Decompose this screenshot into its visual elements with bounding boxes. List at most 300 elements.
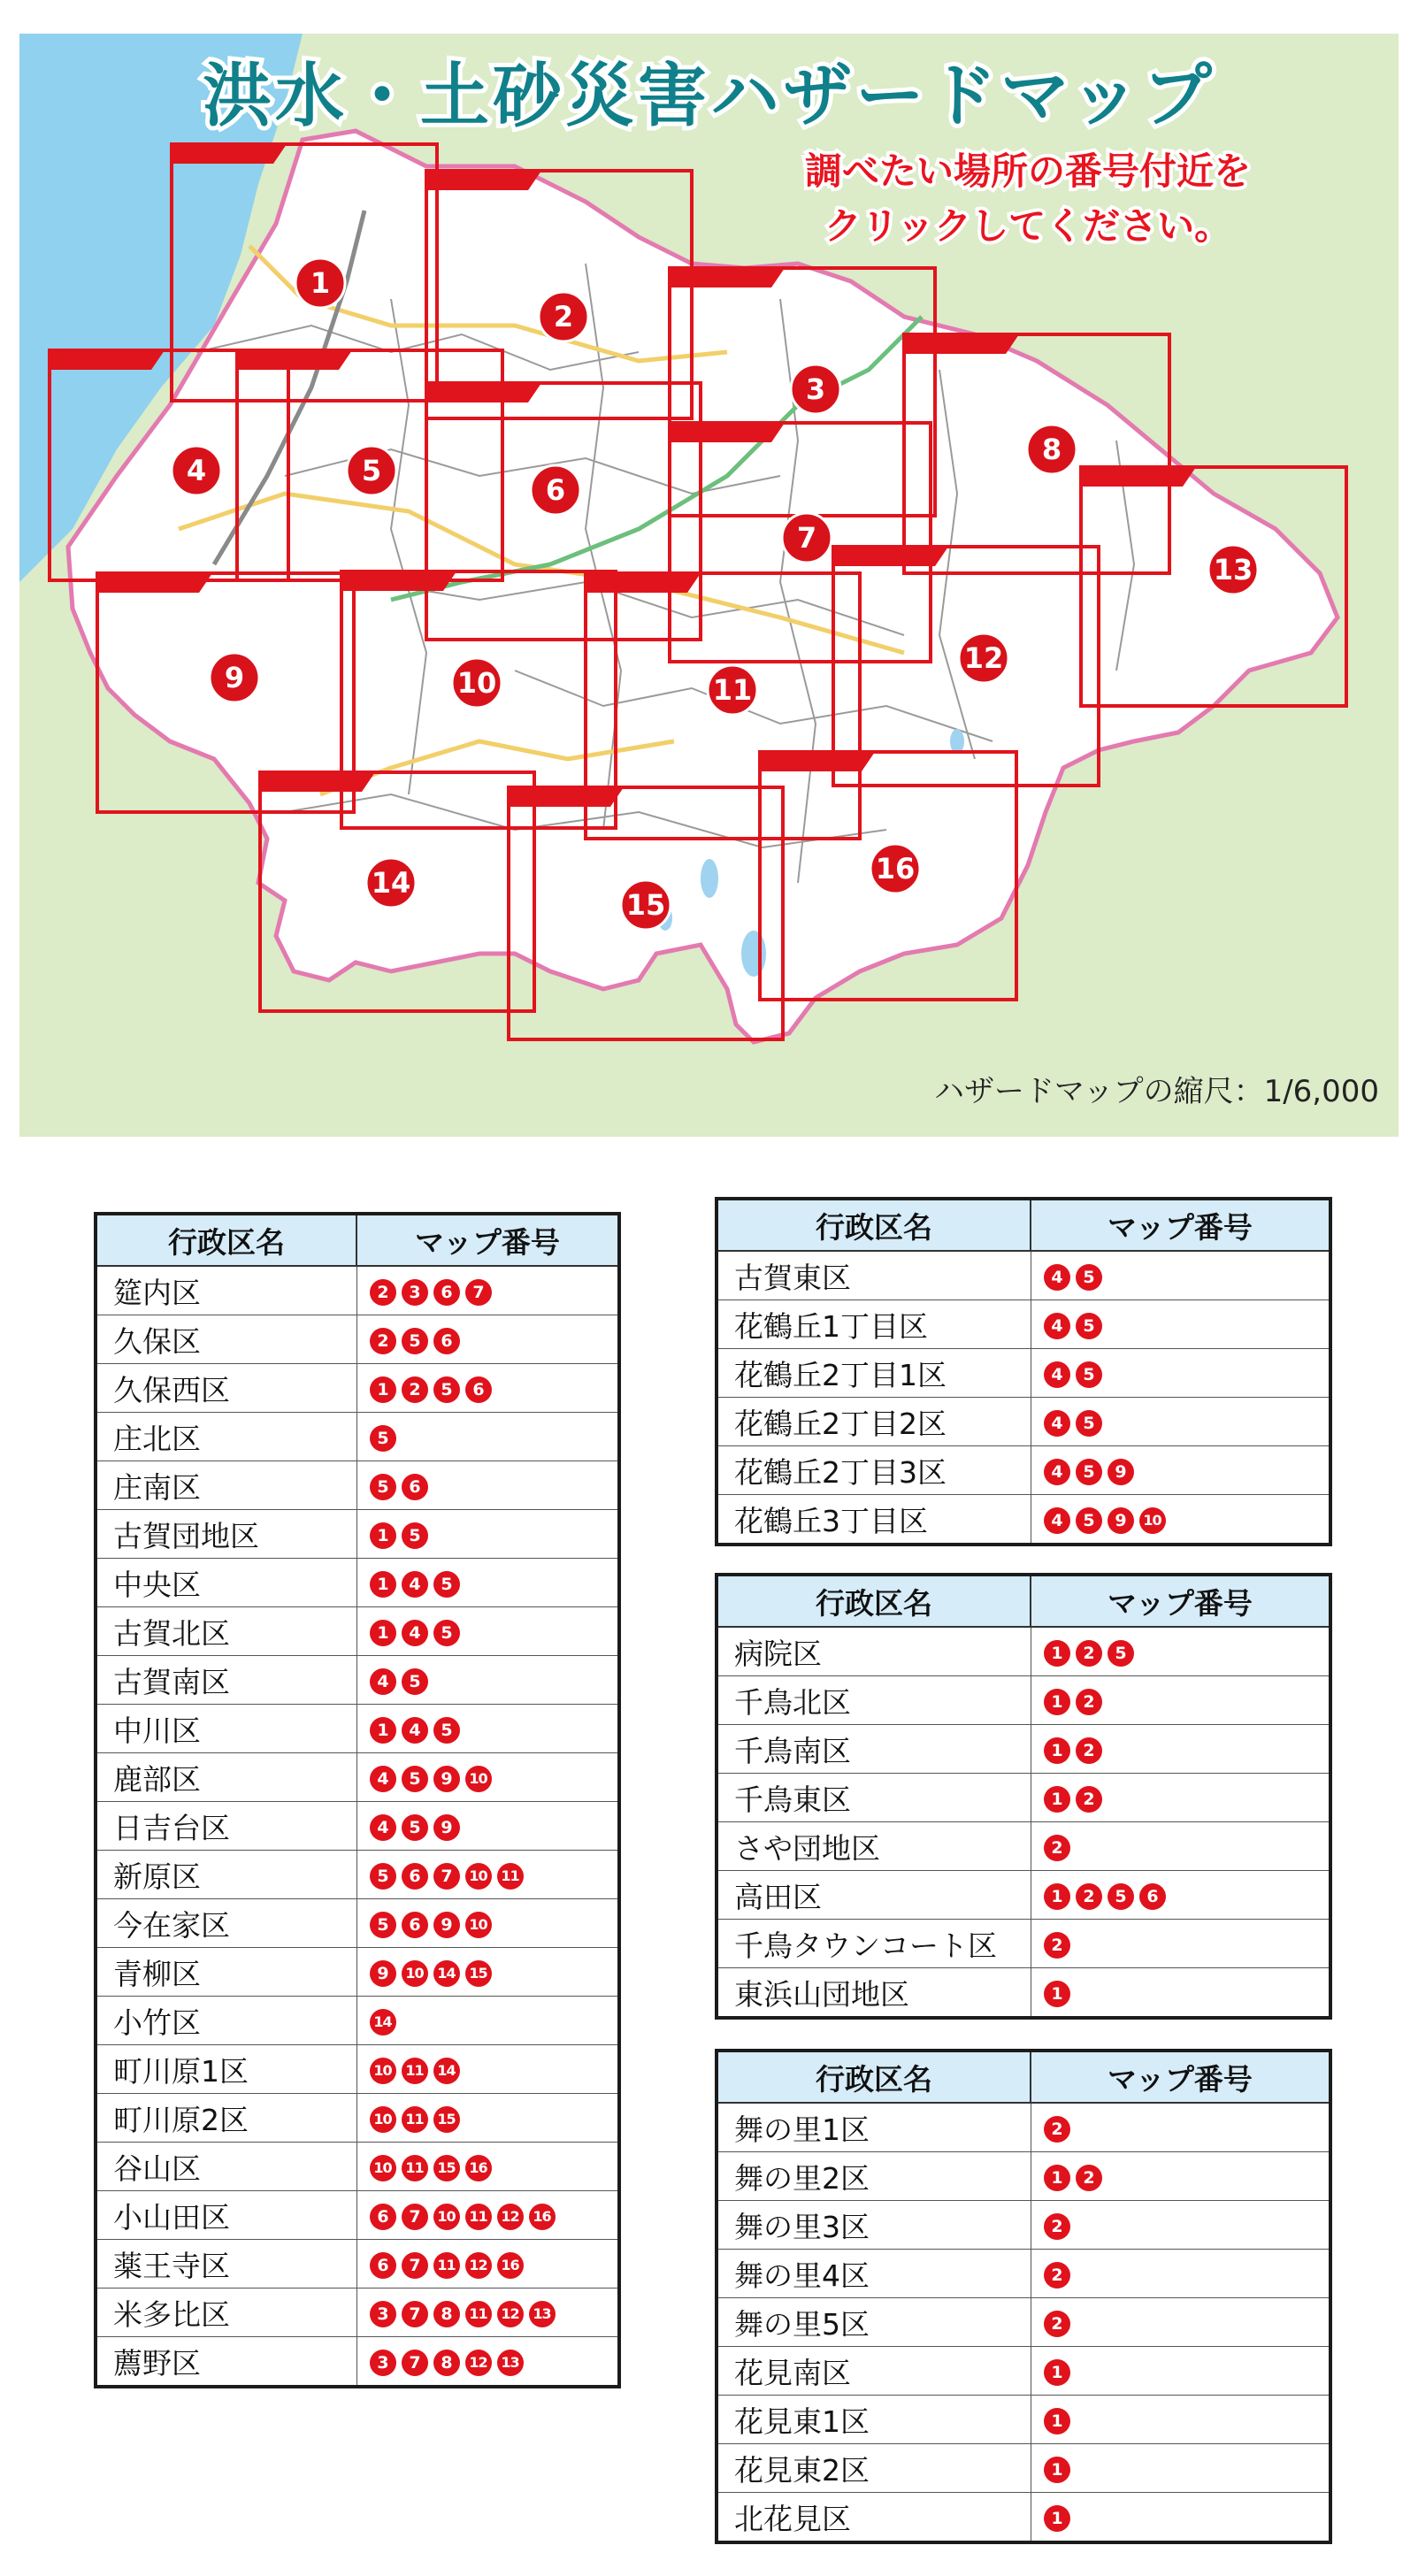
district-name: 病院区 xyxy=(717,1627,1031,1676)
map-number-badge[interactable]: 5 xyxy=(433,1376,460,1403)
district-name: 青柳区 xyxy=(96,1948,356,1997)
district-name: 古賀南区 xyxy=(96,1656,356,1705)
map-number-badge[interactable]: 6 xyxy=(402,1912,428,1938)
district-header: 行政区名 xyxy=(717,2051,1031,2103)
map-number-badge[interactable]: 3 xyxy=(370,2301,396,2327)
map-numbers xyxy=(1031,2444,1330,2493)
map-number-badge[interactable]: 5 xyxy=(402,1814,428,1841)
map-number-badge[interactable]: 9 xyxy=(433,1912,460,1938)
table-row xyxy=(717,2493,1330,2543)
district-name: 小竹区 xyxy=(96,1997,356,2045)
map-zone-tab-16 xyxy=(760,752,875,771)
map-zone-badge-6[interactable] xyxy=(531,465,580,515)
map-zone-number-3: 3 xyxy=(805,372,826,406)
map-number-badge[interactable]: 5 xyxy=(1108,1640,1134,1667)
map-numbers xyxy=(1031,2152,1330,2201)
map-numbers xyxy=(356,1851,619,1899)
map-number-badge[interactable]: 6 xyxy=(402,1863,428,1890)
map-numbers xyxy=(356,1461,619,1510)
map-zone-badge-13[interactable] xyxy=(1208,545,1258,594)
district-name: 鹿部区 xyxy=(96,1753,356,1802)
map-number-badge[interactable]: 5 xyxy=(1076,1410,1102,1437)
table-row xyxy=(717,1968,1330,2019)
map-number-badge[interactable]: 11 xyxy=(402,2155,428,2181)
map-zone-number-12: 12 xyxy=(963,641,1004,675)
map-number-badge[interactable]: 11 xyxy=(402,2106,428,2133)
map-numbers xyxy=(356,1315,619,1364)
map-number-badge[interactable]: 1 xyxy=(1044,2165,1070,2191)
map-number-badge[interactable]: 4 xyxy=(370,1766,396,1792)
map-number-badge[interactable]: 4 xyxy=(1044,1313,1070,1339)
map-number-badge[interactable]: 2 xyxy=(370,1279,396,1306)
maps-header: マップ番号 xyxy=(1031,1575,1330,1627)
instruction-line-2: クリックしてください。 xyxy=(824,204,1232,248)
map-zone-number-4: 4 xyxy=(186,454,207,487)
district-name: 花見東2区 xyxy=(717,2444,1031,2493)
map-number-badge[interactable]: 5 xyxy=(370,1912,396,1938)
map-number-badge[interactable]: 10 xyxy=(465,1912,492,1938)
map-number-badge[interactable]: 5 xyxy=(433,1717,460,1744)
map-number-badge[interactable]: 12 xyxy=(497,2204,524,2230)
table-row xyxy=(96,1899,619,1948)
district-name: 花見東1区 xyxy=(717,2396,1031,2444)
table-header-row xyxy=(96,1214,619,1266)
map-number-badge[interactable]: 5 xyxy=(433,1620,460,1646)
table-row xyxy=(717,2396,1330,2444)
table-row xyxy=(717,1300,1330,1349)
map-number-badge[interactable]: 15 xyxy=(433,2106,460,2133)
map-number-badge[interactable]: 7 xyxy=(402,2350,428,2376)
map-number-badge[interactable]: 13 xyxy=(497,2350,524,2376)
table-row xyxy=(96,1705,619,1753)
map-number-badge[interactable]: 4 xyxy=(402,1717,428,1744)
district-table-2 xyxy=(715,1197,1332,1546)
district-name: 千鳥タウンコート区 xyxy=(717,1920,1031,1968)
table-row xyxy=(717,1398,1330,1446)
map-number-badge[interactable]: 2 xyxy=(1044,2213,1070,2240)
map-number-badge[interactable]: 11 xyxy=(465,2204,492,2230)
map-number-badge[interactable]: 13 xyxy=(529,2301,556,2327)
district-name: 東浜山団地区 xyxy=(717,1968,1031,2019)
map-number-badge[interactable]: 11 xyxy=(402,2058,428,2084)
map-number-badge[interactable]: 1 xyxy=(1044,1883,1070,1910)
table-row xyxy=(96,2143,619,2191)
map-zone-badge-12[interactable] xyxy=(959,633,1008,683)
table-row xyxy=(96,1413,619,1461)
map-number-badge[interactable]: 2 xyxy=(1076,1883,1102,1910)
map-numbers xyxy=(356,2045,619,2094)
map-number-badge[interactable]: 3 xyxy=(402,1279,428,1306)
map-number-badge[interactable]: 2 xyxy=(1044,1835,1070,1861)
district-name: 新原区 xyxy=(96,1851,356,1899)
map-number-badge[interactable]: 1 xyxy=(1044,2505,1070,2532)
instruction-line-1: 調べたい場所の番号付近を xyxy=(804,150,1251,193)
district-name: 町川原1区 xyxy=(96,2045,356,2094)
map-zone-tab-13 xyxy=(1081,467,1196,487)
table-header-row xyxy=(717,1199,1330,1251)
table-row xyxy=(717,1495,1330,1545)
district-name: 舞の里2区 xyxy=(717,2152,1031,2201)
map-number-badge[interactable]: 2 xyxy=(1076,1640,1102,1667)
table-row xyxy=(96,1997,619,2045)
map-zone-tab-8 xyxy=(904,334,1019,354)
map-number-badge[interactable]: 1 xyxy=(370,1376,396,1403)
district-name: 日吉台区 xyxy=(96,1802,356,1851)
map-zone-number-16: 16 xyxy=(875,852,916,886)
map-number-badge[interactable]: 6 xyxy=(370,2204,396,2230)
map-number-badge[interactable]: 5 xyxy=(433,1571,460,1598)
map-instruction xyxy=(745,144,1311,254)
map-zone-16[interactable] xyxy=(760,752,1016,1000)
map-numbers xyxy=(1031,2347,1330,2396)
map-numbers xyxy=(1031,1398,1330,1446)
district-name: 庄北区 xyxy=(96,1413,356,1461)
map-numbers xyxy=(1031,2396,1330,2444)
district-name: さや団地区 xyxy=(717,1822,1031,1871)
map-number-badge[interactable]: 11 xyxy=(465,2301,492,2327)
map-zone-tab-7 xyxy=(670,423,785,442)
map-number-badge[interactable]: 2 xyxy=(1044,2116,1070,2143)
map-number-badge[interactable]: 5 xyxy=(1076,1264,1102,1291)
map-zone-tab-14 xyxy=(260,772,375,792)
map-number-badge[interactable]: 10 xyxy=(370,2058,396,2084)
table-row xyxy=(96,1461,619,1510)
map-numbers xyxy=(1031,1774,1330,1822)
map-number-badge[interactable]: 11 xyxy=(433,2252,460,2279)
table-row xyxy=(717,2152,1330,2201)
map-number-badge[interactable]: 4 xyxy=(1044,1507,1070,1534)
map-number-badge[interactable]: 5 xyxy=(1076,1313,1102,1339)
map-number-badge[interactable]: 6 xyxy=(402,1474,428,1500)
map-zone-badge-9[interactable] xyxy=(210,653,259,702)
map-zone-badge-8[interactable] xyxy=(1027,425,1077,474)
map-number-badge[interactable]: 6 xyxy=(1139,1883,1166,1910)
map-zone-number-2: 2 xyxy=(553,300,574,334)
map-number-badge[interactable]: 5 xyxy=(370,1474,396,1500)
map-number-badge[interactable]: 10 xyxy=(370,2155,396,2181)
map-numbers xyxy=(356,1559,619,1607)
map-zone-badge-2[interactable] xyxy=(539,292,588,341)
map-number-badge[interactable]: 5 xyxy=(370,1425,396,1452)
table-row xyxy=(96,1802,619,1851)
map-zone-badge-7[interactable] xyxy=(782,513,832,563)
district-name: 中川区 xyxy=(96,1705,356,1753)
district-header: 行政区名 xyxy=(96,1214,356,1266)
map-numbers xyxy=(1031,1871,1330,1920)
map-zone-tab-9 xyxy=(97,573,212,593)
map-number-badge[interactable]: 16 xyxy=(529,2204,556,2230)
map-numbers xyxy=(1031,1300,1330,1349)
map-number-badge[interactable]: 4 xyxy=(370,1668,396,1695)
maps-header: マップ番号 xyxy=(356,1214,619,1266)
map-zone-tab-1 xyxy=(172,144,287,164)
map-zone-number-9: 9 xyxy=(224,661,245,694)
table-row xyxy=(96,2191,619,2240)
map-number-badge[interactable]: 1 xyxy=(370,1571,396,1598)
map-numbers xyxy=(1031,2298,1330,2347)
map-number-badge[interactable]: 7 xyxy=(465,1279,492,1306)
map-number-badge[interactable]: 5 xyxy=(1108,1883,1134,1910)
map-number-badge[interactable]: 6 xyxy=(433,1328,460,1354)
map-number-badge[interactable]: 5 xyxy=(370,1863,396,1890)
map-number-badge[interactable]: 4 xyxy=(1044,1264,1070,1291)
map-number-badge[interactable]: 6 xyxy=(433,1279,460,1306)
map-number-badge[interactable]: 5 xyxy=(1076,1459,1102,1485)
map-numbers xyxy=(1031,1676,1330,1725)
map-numbers xyxy=(356,2094,619,2143)
map-zone-badge-3[interactable] xyxy=(791,364,840,414)
map-numbers xyxy=(1031,1495,1330,1545)
table-row xyxy=(96,1510,619,1559)
map-number-badge[interactable]: 16 xyxy=(465,2155,492,2181)
district-name: 舞の里3区 xyxy=(717,2201,1031,2250)
map-number-badge[interactable]: 10 xyxy=(370,2106,396,2133)
district-header: 行政区名 xyxy=(717,1199,1031,1251)
district-name: 舞の里4区 xyxy=(717,2250,1031,2298)
map-numbers xyxy=(356,1364,619,1413)
map-number-badge[interactable]: 2 xyxy=(1076,1689,1102,1715)
table-row xyxy=(96,2337,619,2388)
map-number-badge[interactable]: 2 xyxy=(1076,1737,1102,1764)
table-row xyxy=(96,1656,619,1705)
district-name: 千鳥北区 xyxy=(717,1676,1031,1725)
map-zone-badge-5[interactable] xyxy=(347,446,396,495)
map-zone-number-7: 7 xyxy=(796,521,817,555)
table-row xyxy=(717,1774,1330,1822)
table-row xyxy=(717,2250,1330,2298)
map-number-badge[interactable]: 3 xyxy=(370,2350,396,2376)
district-name: 小山田区 xyxy=(96,2191,356,2240)
map-number-badge[interactable]: 9 xyxy=(433,1814,460,1841)
table-row xyxy=(96,1851,619,1899)
map-numbers xyxy=(356,1802,619,1851)
map-numbers xyxy=(1031,1968,1330,2019)
map-zone-number-8: 8 xyxy=(1041,433,1062,466)
map-number-badge[interactable]: 10 xyxy=(465,1766,492,1792)
map-number-badge[interactable]: 14 xyxy=(433,2058,460,2084)
map-number-badge[interactable]: 1 xyxy=(1044,1640,1070,1667)
map-number-badge[interactable]: 9 xyxy=(370,1960,396,1987)
map-number-badge[interactable]: 6 xyxy=(465,1376,492,1403)
map-zone-14[interactable] xyxy=(260,772,534,1011)
table-row xyxy=(96,1607,619,1656)
map-numbers xyxy=(356,1413,619,1461)
map-number-badge[interactable]: 7 xyxy=(402,2301,428,2327)
map-number-badge[interactable]: 1 xyxy=(1044,1981,1070,2007)
district-name: 庄南区 xyxy=(96,1461,356,1510)
map-number-badge[interactable]: 1 xyxy=(1044,1786,1070,1813)
map-zone-13[interactable] xyxy=(1081,467,1346,706)
map-numbers xyxy=(1031,2250,1330,2298)
map-number-badge[interactable]: 7 xyxy=(402,2252,428,2279)
table-row xyxy=(96,2045,619,2094)
map-number-badge[interactable]: 12 xyxy=(465,2350,492,2376)
table-row xyxy=(717,2444,1330,2493)
map-numbers xyxy=(356,1753,619,1802)
district-name: 舞の里1区 xyxy=(717,2103,1031,2152)
map-numbers xyxy=(1031,1251,1330,1300)
district-table-1 xyxy=(94,1212,621,2388)
district-name: 千鳥南区 xyxy=(717,1725,1031,1774)
table-row xyxy=(96,1948,619,1997)
map-number-badge[interactable]: 10 xyxy=(433,2204,460,2230)
map-zone-15[interactable] xyxy=(509,787,783,1039)
map-numbers xyxy=(1031,2201,1330,2250)
map-number-badge[interactable]: 7 xyxy=(433,1863,460,1890)
district-name: 古賀団地区 xyxy=(96,1510,356,1559)
map-number-badge[interactable]: 5 xyxy=(402,1668,428,1695)
map-numbers xyxy=(356,2288,619,2337)
hazard-map-panel xyxy=(19,34,1399,1137)
map-zone-tab-15 xyxy=(509,787,624,807)
map-number-badge[interactable]: 5 xyxy=(1076,1361,1102,1388)
map-number-badge[interactable]: 1 xyxy=(1044,1737,1070,1764)
map-numbers xyxy=(356,1997,619,2045)
table-row xyxy=(96,1266,619,1315)
map-zone-badge-15[interactable] xyxy=(621,880,671,930)
map-number-badge[interactable]: 8 xyxy=(433,2350,460,2376)
map-numbers xyxy=(1031,2103,1330,2152)
map-number-badge[interactable]: 4 xyxy=(402,1620,428,1646)
map-numbers xyxy=(356,2191,619,2240)
map-number-badge[interactable]: 16 xyxy=(497,2252,524,2279)
map-zone-badge-16[interactable] xyxy=(870,844,920,893)
map-zone-badge-10[interactable] xyxy=(452,658,502,708)
map-number-badge[interactable]: 2 xyxy=(1044,2262,1070,2288)
map-zone-badge-14[interactable] xyxy=(366,858,416,908)
district-table-4 xyxy=(715,2049,1332,2544)
map-number-badge[interactable]: 4 xyxy=(370,1814,396,1841)
map-number-badge[interactable]: 10 xyxy=(465,1863,492,1890)
map-numbers xyxy=(356,1266,619,1315)
district-name: 花鶴丘2丁目3区 xyxy=(717,1446,1031,1495)
map-number-badge[interactable]: 14 xyxy=(370,2009,396,2036)
map-number-badge[interactable]: 2 xyxy=(1044,1932,1070,1959)
map-zone-12[interactable] xyxy=(833,547,1099,786)
map-number-badge[interactable]: 5 xyxy=(402,1522,428,1549)
map-number-badge[interactable]: 1 xyxy=(370,1620,396,1646)
map-number-badge[interactable]: 5 xyxy=(402,1328,428,1354)
map-number-badge[interactable]: 12 xyxy=(465,2252,492,2279)
map-number-badge[interactable]: 9 xyxy=(1108,1507,1134,1534)
map-numbers xyxy=(356,1656,619,1705)
district-name: 花鶴丘3丁目区 xyxy=(717,1495,1031,1545)
map-number-badge[interactable]: 7 xyxy=(402,2204,428,2230)
map-number-badge[interactable]: 4 xyxy=(402,1571,428,1598)
district-name: 花鶴丘2丁目2区 xyxy=(717,1398,1031,1446)
map-zone-tab-2 xyxy=(426,171,541,190)
map-number-badge[interactable]: 2 xyxy=(1044,2311,1070,2337)
map-number-badge[interactable]: 10 xyxy=(402,1960,428,1987)
map-zone-tab-6 xyxy=(426,383,541,402)
map-number-badge[interactable]: 1 xyxy=(1044,2359,1070,2386)
table-row xyxy=(717,2103,1330,2152)
map-number-badge[interactable]: 15 xyxy=(465,1960,492,1987)
map-zone-badge-1[interactable] xyxy=(295,258,345,308)
table-row xyxy=(717,1871,1330,1920)
map-number-badge[interactable]: 12 xyxy=(497,2301,524,2327)
map-zone-tab-5 xyxy=(237,350,352,370)
table-row xyxy=(96,2288,619,2337)
maps-header: マップ番号 xyxy=(1031,2051,1330,2103)
map-zone-tab-4 xyxy=(50,350,165,370)
map-number-badge[interactable]: 14 xyxy=(433,1960,460,1987)
district-name: 花見南区 xyxy=(717,2347,1031,2396)
district-table-3 xyxy=(715,1573,1332,2020)
table-header-row xyxy=(717,2051,1330,2103)
table-row xyxy=(717,2298,1330,2347)
map-zone-tab-3 xyxy=(670,268,785,288)
table-row xyxy=(96,1364,619,1413)
map-number-badge[interactable]: 9 xyxy=(1108,1459,1134,1485)
map-zone-number-10: 10 xyxy=(456,666,497,700)
district-name: 谷山区 xyxy=(96,2143,356,2191)
map-number-badge[interactable]: 4 xyxy=(1044,1361,1070,1388)
table-header-row xyxy=(717,1575,1330,1627)
map-numbers xyxy=(356,1899,619,1948)
map-number-badge[interactable]: 8 xyxy=(433,2301,460,2327)
map-zone-tab-10 xyxy=(341,571,456,591)
map-numbers xyxy=(1031,1822,1330,1871)
map-number-badge[interactable]: 11 xyxy=(497,1863,524,1890)
map-zone-tab-12 xyxy=(833,547,948,566)
map-number-badge[interactable]: 2 xyxy=(1076,2165,1102,2191)
district-name: 薦野区 xyxy=(96,2337,356,2388)
map-zone-badge-4[interactable] xyxy=(172,446,221,495)
map-number-badge[interactable]: 1 xyxy=(1044,2457,1070,2483)
map-zone-number-5: 5 xyxy=(361,454,382,487)
map-number-badge[interactable]: 5 xyxy=(402,1766,428,1792)
district-name: 薬王寺区 xyxy=(96,2240,356,2288)
map-number-badge[interactable]: 9 xyxy=(433,1766,460,1792)
district-name: 古賀東区 xyxy=(717,1251,1031,1300)
map-numbers xyxy=(356,2240,619,2288)
map-number-badge[interactable]: 1 xyxy=(370,1522,396,1549)
map-number-badge[interactable]: 15 xyxy=(433,2155,460,2181)
map-numbers xyxy=(1031,1349,1330,1398)
map-number-badge[interactable]: 5 xyxy=(1076,1507,1102,1534)
map-number-badge[interactable]: 4 xyxy=(1044,1410,1070,1437)
table-row xyxy=(717,2347,1330,2396)
map-zone-number-6: 6 xyxy=(545,473,566,507)
district-header: 行政区名 xyxy=(717,1575,1031,1627)
table-row xyxy=(717,1627,1330,1676)
district-name: 町川原2区 xyxy=(96,2094,356,2143)
map-numbers xyxy=(1031,1920,1330,1968)
map-number-badge[interactable]: 2 xyxy=(1076,1786,1102,1813)
map-number-badge[interactable]: 2 xyxy=(370,1328,396,1354)
table-row xyxy=(96,2240,619,2288)
map-number-badge[interactable]: 4 xyxy=(1044,1459,1070,1485)
district-name: 舞の里5区 xyxy=(717,2298,1031,2347)
map-numbers xyxy=(356,1948,619,1997)
table-row xyxy=(717,1349,1330,1398)
map-zone-badge-11[interactable] xyxy=(708,665,757,715)
map-number-badge[interactable]: 2 xyxy=(402,1376,428,1403)
map-number-badge[interactable]: 10 xyxy=(1139,1507,1166,1534)
map-number-badge[interactable]: 1 xyxy=(370,1717,396,1744)
table-row xyxy=(96,1753,619,1802)
map-number-badge[interactable]: 1 xyxy=(1044,2408,1070,2434)
map-number-badge[interactable]: 1 xyxy=(1044,1689,1070,1715)
table-row xyxy=(96,1315,619,1364)
map-numbers xyxy=(356,1510,619,1559)
district-name: 久保区 xyxy=(96,1315,356,1364)
map-number-badge[interactable]: 6 xyxy=(370,2252,396,2279)
map-numbers xyxy=(1031,1446,1330,1495)
table-row xyxy=(717,2201,1330,2250)
map-zone-number-14: 14 xyxy=(371,866,411,900)
